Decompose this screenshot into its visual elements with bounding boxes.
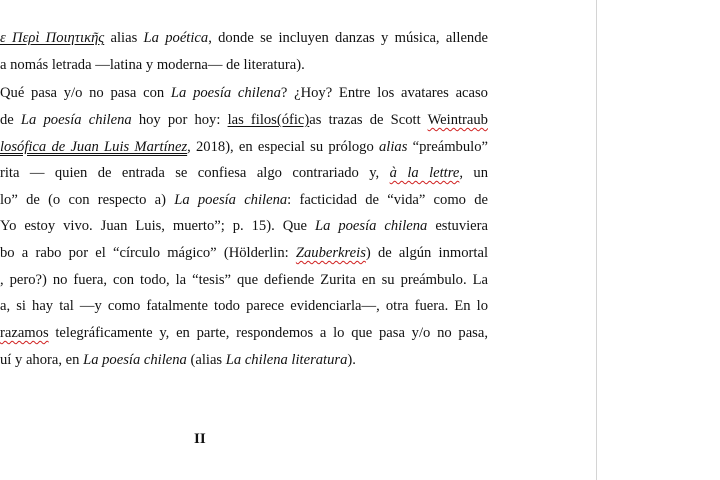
text-line[interactable] xyxy=(0,270,488,290)
text-line[interactable] xyxy=(0,190,488,210)
text-line[interactable] xyxy=(0,216,488,236)
text-run: Qué pasa y/o no pasa con xyxy=(0,85,171,101)
text-run: , donde se incluyen danzas y música, allende xyxy=(208,30,488,46)
text-line[interactable] xyxy=(0,55,488,75)
text-run: Yo estoy vivo. Juan Luis, muerto”; p. 15). Que xyxy=(0,218,315,234)
text-run: bo a rabo por el “círculo mágico” (Hölderlin: xyxy=(0,245,296,261)
text-run: ) de algún inmortal xyxy=(365,245,489,261)
text-run: uí y ahora, en xyxy=(0,352,84,368)
text-run: La poesía chilena xyxy=(20,112,132,128)
text-run: Weintraub xyxy=(427,112,488,128)
text-run: las filos(ófic) xyxy=(227,112,310,128)
text-run: La poesía chilena xyxy=(314,218,428,234)
text-line[interactable] xyxy=(0,323,488,343)
text-run: de xyxy=(0,112,21,128)
text-run: telegráficamente y, en parte, respondemos a lo que pasa y/o no pasa, xyxy=(48,325,488,341)
text-run: a nomás letrada —latina y moderna— de literatura). xyxy=(0,57,305,73)
text-run: a, si hay tal —y como fatalmente todo parece evidenciarla—, otra fuera. En lo xyxy=(0,298,488,314)
text-run: alias xyxy=(379,139,408,155)
text-run: (alias xyxy=(186,352,226,368)
text-run: lo” de (o con respecto a) xyxy=(0,192,175,208)
text-line[interactable] xyxy=(0,296,488,316)
text-run: ? ¿Hoy? Entre los avatares acaso xyxy=(280,85,488,101)
text-run: “preámbulo” xyxy=(407,139,488,155)
text-run: razamos xyxy=(0,325,49,341)
text-run: La poética xyxy=(143,30,209,46)
text-line[interactable] xyxy=(0,350,488,370)
text-run: ). xyxy=(347,352,356,368)
text-line[interactable] xyxy=(0,137,488,157)
section-heading: II xyxy=(194,431,206,447)
text-run: , 2018), en especial su prólogo xyxy=(187,139,379,155)
text-run: as trazas de Scott xyxy=(309,112,428,128)
workspace-background xyxy=(597,0,720,480)
text-line[interactable] xyxy=(0,28,488,48)
text-run: à la lettre xyxy=(389,165,460,181)
text-run: Zauberkreis xyxy=(295,245,366,261)
text-run: ε Περὶ Ποιητικῆς xyxy=(0,30,105,46)
text-line[interactable] xyxy=(0,243,488,263)
text-run: , un xyxy=(459,165,489,181)
text-run: La poesía chilena xyxy=(83,352,187,368)
text-run: La poesía chilena xyxy=(170,85,281,101)
text-run: rita — quien de entrada se confiesa algo contrariado y, xyxy=(0,165,390,181)
text-line[interactable] xyxy=(0,163,488,183)
text-run: La chilena literatura xyxy=(225,352,348,368)
text-run: alias xyxy=(104,30,144,46)
text-run: La poesía chilena xyxy=(174,192,288,208)
text-run: losófica de Juan Luis Martínez xyxy=(0,139,188,155)
text-line[interactable] xyxy=(0,83,488,103)
text-run: : facticidad de “vida” como de xyxy=(287,192,488,208)
text-run: estuviera xyxy=(427,218,488,234)
text-run: , pero?) no fuera, con todo, la “tesis” que defiende Zurita en su preámbulo. La xyxy=(0,272,488,288)
text-line[interactable] xyxy=(0,110,488,130)
text-run: hoy por hoy: xyxy=(131,112,228,128)
